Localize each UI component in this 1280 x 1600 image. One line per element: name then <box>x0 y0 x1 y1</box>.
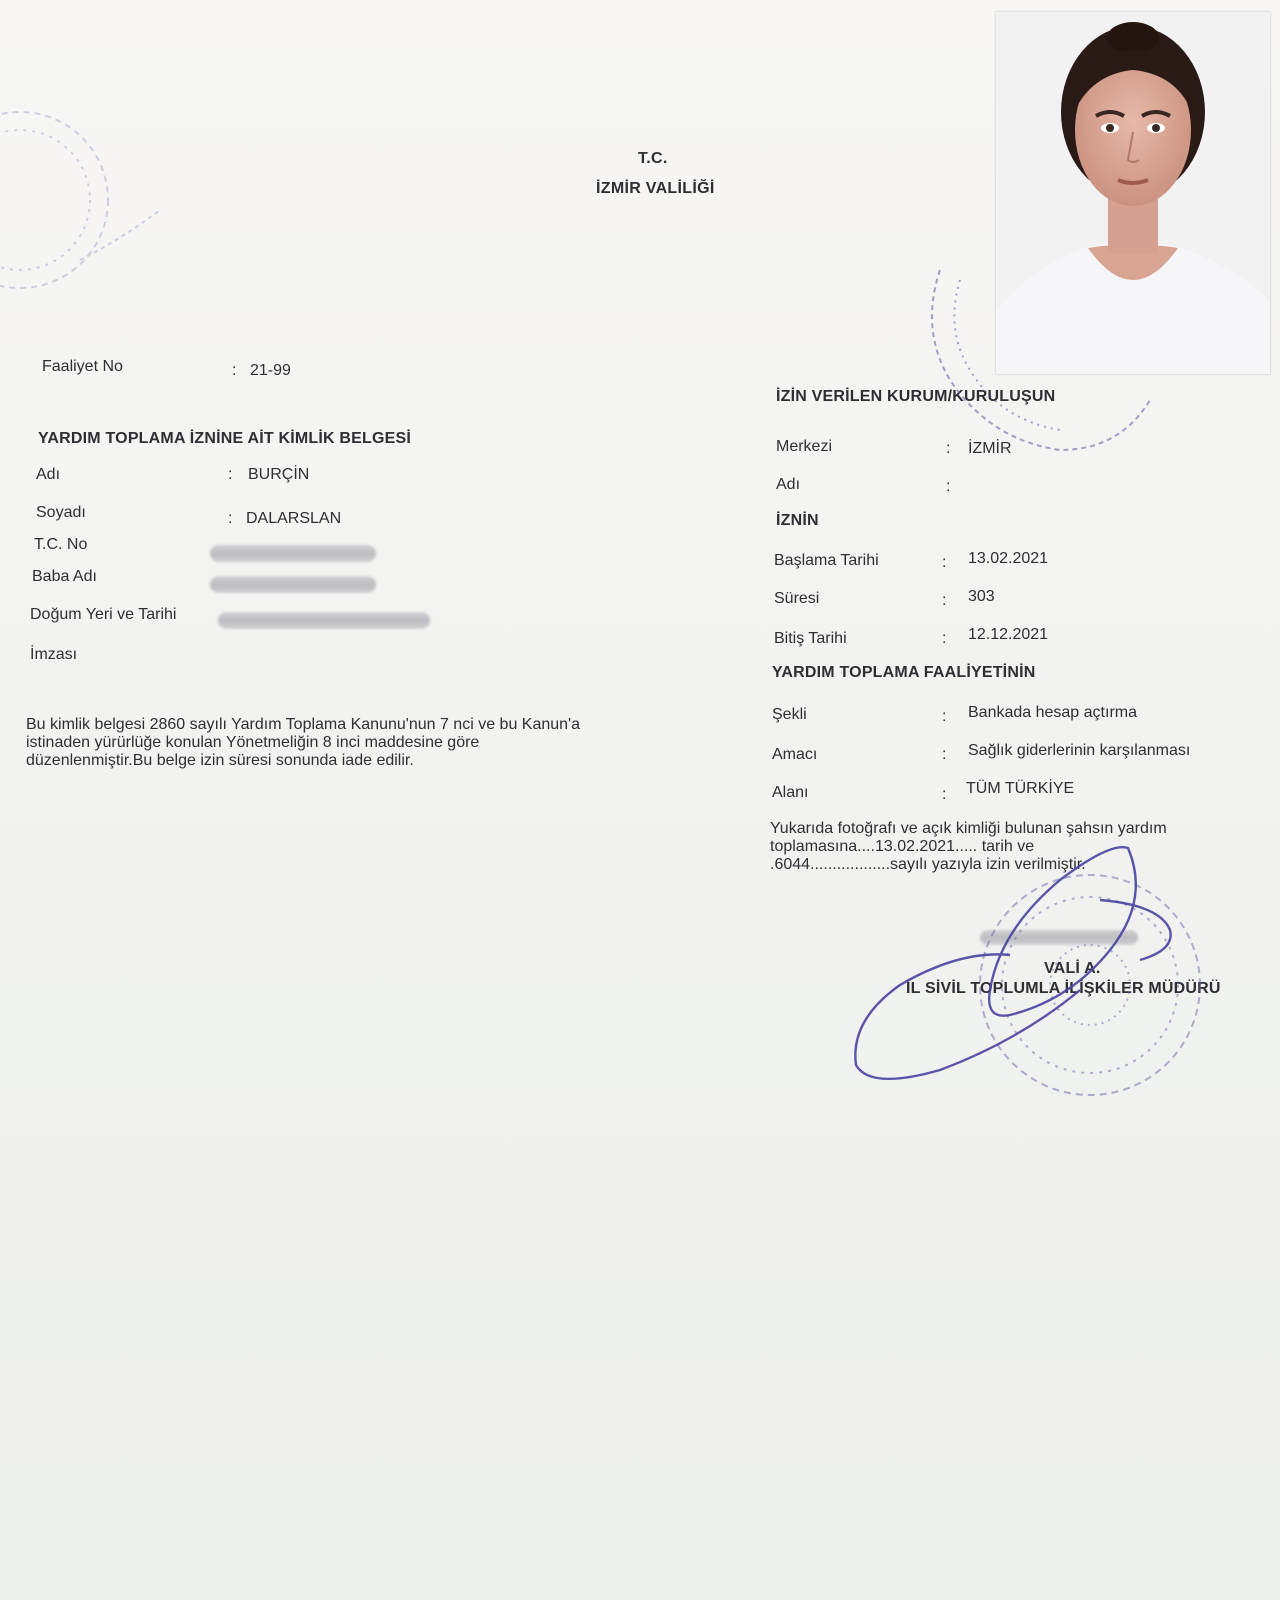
duration-colon: : <box>942 592 947 609</box>
purpose-value: Sağlık giderlerinin karşılanması <box>968 742 1191 759</box>
approval-line-3: .6044..................sayılı yazıyla izin verilmiştir. <box>770 856 1086 873</box>
legal-paragraph <box>26 716 646 770</box>
id-photo <box>996 12 1270 374</box>
signatory-title-2: İL SİVİL TOPLUMLA İLİŞKİLER MÜDÜRÜ <box>906 980 1221 997</box>
activity-no-value: 21-99 <box>250 362 291 379</box>
activity-no-label: Faaliyet No <box>42 358 123 375</box>
form-colon: : <box>942 708 947 725</box>
form-label: Şekli <box>772 706 807 723</box>
permit-section-title: İZNİN <box>776 512 819 529</box>
center-label: Merkezi <box>776 438 833 455</box>
birth-place-date-label: Doğum Yeri ve Tarihi <box>30 606 177 623</box>
center-colon: : <box>946 440 951 457</box>
legal-paragraph-line-2: istinaden yürürlüğe konulan Yönetmeliğin 8 inci maddesine göre <box>26 734 480 751</box>
area-label: Alanı <box>772 784 809 801</box>
approval-paragraph <box>770 820 1250 874</box>
surname-label: Soyadı <box>36 504 86 521</box>
signatory-name-redaction <box>980 930 1138 945</box>
start-date-colon: : <box>942 554 947 571</box>
legal-paragraph-line-1: Bu kimlik belgesi 2860 sayılı Yardım Toplama Kanunu'nun 7 nci ve bu Kanun'a <box>26 716 581 733</box>
legal-paragraph-line-3: düzenlenmiştir.Bu belge izin süresi sonunda iade edilir. <box>26 752 414 769</box>
approval-line-1: Yukarıda fotoğrafı ve açık kimliği bulunan şahsın yardım <box>770 820 1167 837</box>
institution-name-colon: : <box>946 478 951 495</box>
header-governorship: İZMİR VALİLİĞİ <box>596 180 715 197</box>
header-tc: T.C. <box>638 150 668 167</box>
first-name-colon: : <box>228 466 233 483</box>
start-date-label: Başlama Tarihi <box>774 552 879 569</box>
identity-section-title: YARDIM TOPLAMA İZNİNE AİT KİMLİK BELGESİ <box>38 430 412 447</box>
form-value: Bankada hesap açtırma <box>968 704 1137 721</box>
birth-place-date-redaction <box>218 612 430 629</box>
duration-label: Süresi <box>774 590 820 607</box>
signature-label: İmzası <box>30 646 78 663</box>
first-name-value: BURÇİN <box>248 466 310 483</box>
end-date-value: 12.12.2021 <box>968 626 1049 643</box>
faint-stamp-top-left <box>0 112 160 288</box>
approval-line-2: toplamasına....13.02.2021..... tarih ve <box>770 838 1035 855</box>
activity-section-title: YARDIM TOPLAMA FAALİYETİNİN <box>772 664 1036 681</box>
end-date-colon: : <box>942 630 947 647</box>
signatory-title-1: VALİ A. <box>1044 960 1101 977</box>
institution-section-title: İZİN VERİLEN KURUM/KURULUŞUN <box>776 388 1056 405</box>
institution-name-label: Adı <box>776 476 801 493</box>
handwritten-signature <box>855 847 1170 1079</box>
activity-no-colon: : <box>232 362 237 379</box>
first-name-label: Adı <box>36 466 61 483</box>
area-colon: : <box>942 786 947 803</box>
tc-no-redaction <box>210 545 376 562</box>
surname-colon: : <box>228 510 233 527</box>
father-name-label: Baba Adı <box>32 568 97 585</box>
purpose-colon: : <box>942 746 947 763</box>
area-value: TÜM TÜRKİYE <box>966 780 1075 797</box>
father-name-redaction <box>210 576 376 593</box>
start-date-value: 13.02.2021 <box>968 550 1049 567</box>
duration-value: 303 <box>968 588 995 605</box>
center-value: İZMİR <box>968 440 1012 457</box>
surname-value: DALARSLAN <box>246 510 342 527</box>
purpose-label: Amacı <box>772 746 818 763</box>
end-date-label: Bitiş Tarihi <box>774 630 847 647</box>
tc-no-label: T.C. No <box>34 536 88 553</box>
